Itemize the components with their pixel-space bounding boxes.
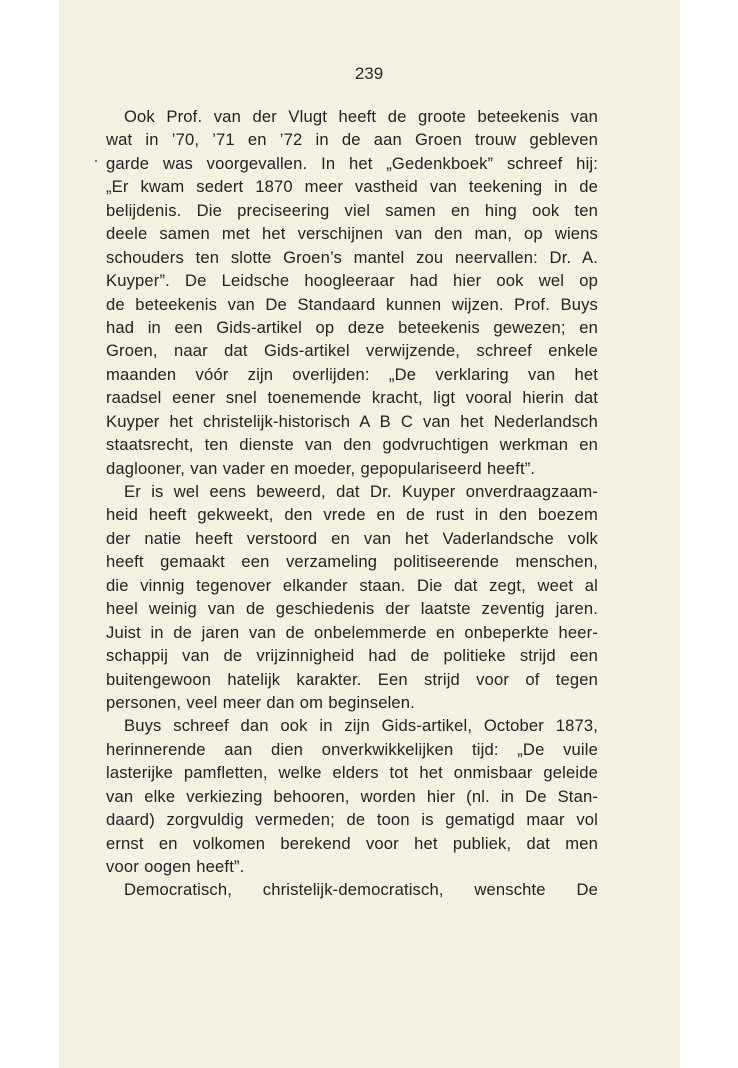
text-line: Kuyper het christelijk-historisch A B C van het Nederlandsch [106, 411, 598, 431]
text-line: Democratisch, christelijk-democratisch, wenschte De [124, 880, 598, 900]
text-line: staatsrecht, ten dienste van den godvruchtigen werkman en [106, 435, 598, 455]
text-line: Buys schreef dan ook in zijn Gids-artikel, October 1873, [124, 716, 598, 736]
text-line: lasterijke pamfletten, welke elders tot het onmisbaar geleide [106, 763, 598, 783]
body-text [106, 105, 598, 902]
text-line: wat in ’70, ’71 en ’72 in de aan Groen trouw gebleven [106, 130, 598, 150]
text-line: Juist in de jaren van de onbelemmerde en onbeperkte heer- [106, 622, 598, 642]
text-line: raadsel eener snel toenemende kracht, ligt vooral hierin dat [106, 388, 598, 408]
text-line: schappij van de vrijzinnigheid had de politieke strijd een [106, 646, 598, 666]
text-line: deele samen met het verschijnen van den man, op wiens [106, 224, 598, 244]
text-line: had in een Gids-artikel op deze beteekenis gewezen; en [106, 317, 598, 337]
text-line: buitengewoon hatelijk karakter. Een strijd voor of tegen [106, 669, 598, 689]
text-line: die vinnig tegenover elkander staan. Die dat zegt, weet al [106, 575, 598, 595]
text-line: herinnerende aan dien onverkwikkelijken tijd: „De vuile [106, 739, 598, 759]
text-line: heid heeft gekweekt, den vrede en de rust in den boezem [106, 505, 598, 525]
text-line: Ook Prof. van der Vlugt heeft de groote beteekenis van [124, 107, 598, 126]
page-number: 239 [354, 64, 384, 83]
text-line: van elke verkiezing behooren, worden hier (nl. in De Stan- [106, 786, 598, 806]
text-line: heeft gemaakt een verzameling politiseerende menschen, [106, 552, 598, 572]
text-line: Er is wel eens beweerd, dat Dr. Kuyper onverdraagzaam- [124, 482, 598, 501]
text-line: Kuyper”. De Leidsche hoogleeraar had hier ook wel op [106, 271, 598, 291]
text-line: de beteekenis van De Standaard kunnen wijzen. Prof. Buys [106, 294, 598, 314]
text-line: ernst en volkomen berekend voor het publiek, dat men [106, 833, 598, 853]
text-line: belijdenis. Die preciseering viel samen en hing ook ten [106, 200, 598, 220]
text-line: daard) zorgvuldig vermeden; de toon is gematigd maar vol [106, 810, 598, 830]
text-line: „Er kwam sedert 1870 meer vastheid van teekening in de [106, 177, 598, 197]
text-line: schouders ten slotte Groen’s mantel zou neervallen: Dr. A. [106, 247, 598, 267]
ink-speck [95, 160, 97, 162]
text-line: Groen, naar dat Gids-artikel verwijzende, schreef enkele [106, 341, 598, 361]
text-line: maanden vóór zijn overlijden: „De verklaring van het [106, 364, 598, 384]
text-line: heel weinig van de geschiedenis der laatste zeventig jaren. [106, 599, 598, 619]
text-line: personen, veel meer dan om beginselen. [106, 692, 415, 712]
text-line: daglooner, van vader en moeder, gepopulariseerd heeft”. [106, 458, 536, 478]
text-line: voor oogen heeft”. [106, 857, 245, 876]
text-line: garde was voorgevallen. In het „Gedenkboek” schreef hij: [106, 153, 598, 173]
text-line: der natie heeft verstoord en van het Vaderlandsche volk [106, 528, 598, 548]
